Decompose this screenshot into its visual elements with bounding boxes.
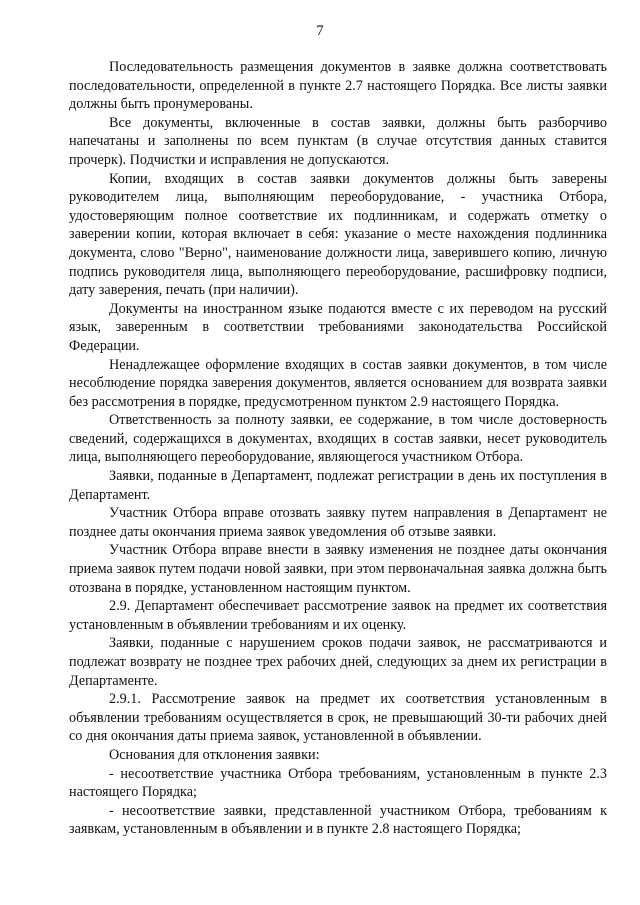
paragraph-1: Последовательность размещения документов в заявке должна соответствовать последовательности, определенной в пункте 2.7 настоящего Порядка. Все листы заявки должны быть пронумерованы.	[69, 59, 607, 113]
paragraph-3: Копии, входящих в состав заявки документов должны быть заверены руководителем лица, выполняющим переоборудование, - участника Отбора, удостоверяющим полное соответствие их подлинникам, и содержать отметку о заверении копии, которая включает в себя: указание о месте нахождения подлинника документа, слово "Верно", наименование должности лица, заверившего копию, личную подпись руководителя лица, выполняющего переоборудование, расшифровку подписи, дату заверения, печать (при наличии).	[69, 170, 607, 299]
paragraph-15: - несоответствие заявки, представленной участником Отбора, требованиям к заявкам, установленным в объявлении и в пункте 2.8 настоящего Порядка;	[69, 802, 607, 838]
paragraph-12: 2.9.1. Рассмотрение заявок на предмет их соответствия установленным в объявлении требованиям осуществляется в срок, не превышающий 30-ти рабочих дней со дня окончания даты приема заявок, установленной в объявлении.	[69, 691, 607, 745]
paragraph-10: 2.9. Департамент обеспечивает рассмотрение заявок на предмет их соответствия установленным в объявлении требованиям и их оценку.	[69, 598, 607, 633]
paragraph-2: Все документы, включенные в состав заявки, должны быть разборчиво напечатаны и заполнены по всем пунктам (в случае отсутствия данных ставится прочерк). Подчистки и исправления не допускаются.	[69, 114, 607, 168]
paragraph-11: Заявки, поданные с нарушением сроков подачи заявок, не рассматриваются и подлежат возврату не позднее трех рабочих дней, следующих за днем их регистрации в Департаменте.	[69, 635, 607, 689]
page-number: 7	[316, 23, 324, 39]
document-body	[69, 58, 607, 839]
paragraph-6: Ответственность за полноту заявки, ее содержание, в том числе достоверность сведений, содержащихся в документах, входящих в состав заявки, несет руководитель лица, выполняющего переоборудование, являющегося участником Отбора.	[69, 412, 607, 466]
paragraph-5: Ненадлежащее оформление входящих в состав заявки документов, в том числе несоблюдение порядка заверения документов, является основанием для возврата заявки без рассмотрения в порядке, предусмотренном пунктом 2.9 настоящего Порядка.	[69, 356, 607, 410]
paragraph-8: Участник Отбора вправе отозвать заявку путем направления в Департамент не позднее даты окончания приема заявок уведомления об отзыве заявки.	[69, 505, 607, 540]
paragraph-14: - несоответствие участника Отбора требованиям, установленным в пункте 2.3 настоящего Порядка;	[69, 765, 607, 801]
paragraph-4: Документы на иностранном языке подаются вместе с их переводом на русский язык, заверенным в соответствии требованиями законодательства Российской Федерации.	[69, 300, 607, 354]
paragraph-7: Заявки, поданные в Департамент, подлежат регистрации в день их поступления в Департамент.	[69, 468, 607, 503]
paragraph-13: Основания для отклонения заявки:	[109, 746, 320, 763]
paragraph-9: Участник Отбора вправе внести в заявку изменения не позднее даты окончания приема заявок путем подачи новой заявки, при этом первоначальная заявка должна быть отозвана в порядке, установленном настоящим пунктом.	[69, 542, 607, 596]
